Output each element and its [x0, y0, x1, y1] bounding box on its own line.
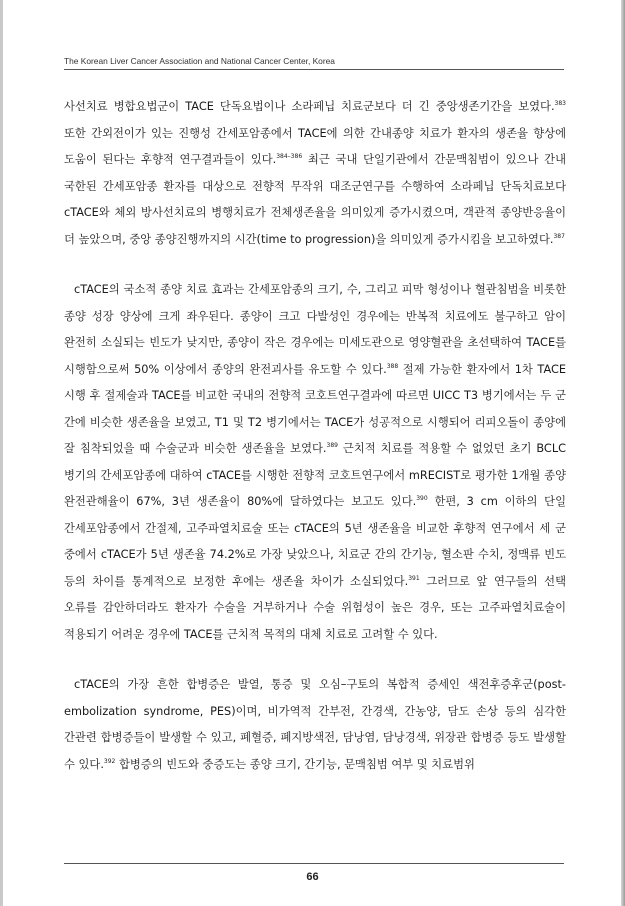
paragraph-text: 근치적 치료를 적용할 수 없었던 초기 BCLC 병기의 간세포암종에 대하여 cTACE를 시행한 전향적 코호트연구에서 mRECIST로 평가한 1개월 종양 완전관해율이 67%, 3년 생존율이 80%에 달하였다는 보고도 있다. — [64, 442, 566, 508]
paragraph — [64, 94, 566, 253]
citation-ref: 389 — [326, 442, 338, 449]
page-edge-right — [621, 0, 625, 906]
paragraph-text: 사선치료 병합요법군이 TACE 단독요법이나 소라페닙 치료군보다 더 긴 중앙생존기간을 보였다. — [64, 100, 555, 113]
paragraph-text: cTACE의 가장 흔한 합병증은 발열, 통증 및 오심–구토의 복합적 증세인 색전후증후군(post-embolization syndrome, PES)이며, 비가역적 간부전, 간경색, 간농양, 담도 손상 등의 심각한 간관련 합병증들이 발생할 수 있고, 폐혈증, 폐지방색전, 담낭염, 담낭경색, 위장관 합병증 등도 발생할 수 있다. — [64, 678, 566, 771]
paragraph-text: cTACE의 국소적 종양 치료 효과는 간세포암종의 크기, 수, 그리고 피막 형성이나 혈관침범을 비롯한 종양 성장 양상에 크게 좌우된다. 종양이 크고 다발성인 경우에는 반복적 치료에도 불구하고 암이 완전히 소실되는 빈도가 낮지만, 종양이 작은 경우에는 미세도관으로 영양혈관을 초선택하여 TACE를 시행함으로써 50% 이상에서 종양의 완전괴사를 유도할 수 있다. — [64, 283, 566, 376]
citation-ref: 392 — [103, 757, 116, 765]
paragraph-text: 그러므로 앞 연구들의 선택 오류를 감안하더라도 환자가 수술을 거부하거나 수술 위험성이 높은 경우, 또는 고주파열치료술이 적용되기 어려운 경우에 TACE를 근치적 목적의 대체 치료로 고려할 수 있다. — [64, 574, 566, 641]
paragraph-text: 합병증의 빈도와 중증도는 종양 크기, 간기능, 문맥침범 여부 및 치료범위 — [115, 757, 475, 771]
body-text — [64, 94, 566, 778]
citation-ref: 387 — [553, 232, 565, 240]
citation-ref: 383 — [554, 100, 566, 107]
paragraph — [64, 672, 566, 778]
paragraph-text: 또한 간외전이가 있는 진행성 간세포암종에서 TACE에 의한 간내종양 치료가 환자의 생존율 향상에 도움이 된다는 후향적 연구결과들이 있다. — [64, 126, 566, 166]
citation-ref: 391 — [408, 574, 420, 582]
paragraph-text: 최근 국내 단일기관에서 간문맥침범이 있으나 간내 국한된 간세포암종 환자를 대상으로 전향적 무작위 대조군연구를 수행하여 소라페닙 단독치료보다 cTACE와 체외 방사선치료의 병행치료가 전체생존율을 의미있게 증가시켰으며, 객관적 종양반응율이 더 높았으며, 중앙 종양진행까지의 시간(time to progression)을 의미있게 증가시킴을 보고하였다. — [64, 153, 566, 246]
header-rule — [64, 69, 564, 70]
page-number: 66 — [306, 871, 319, 883]
paragraph — [64, 277, 566, 648]
paragraph-text: 절제 가능한 환자에서 1차 TACE 시행 후 절제술과 TACE를 비교한 국내의 전향적 코호트연구결과에 따르면 UICC T3 병기에서는 두 군 간에 비슷한 생존율을 보였고, T1 및 T2 병기에서는 TACE가 성공적으로 시행되어 리피오돌이 종양에 잘 침착되었을 때 수술군과 비슷한 생존율을 보였다. — [64, 362, 566, 455]
citation-ref: 390 — [416, 495, 428, 502]
footer-rule — [64, 863, 564, 864]
running-header: The Korean Liver Cancer Association and National Cancer Center, Korea — [64, 56, 335, 66]
citation-ref: 388 — [386, 362, 399, 370]
page-edge-left — [0, 0, 3, 906]
citation-ref: 384–386 — [276, 153, 303, 160]
paragraph-text: 한편, 3 cm 이하의 단일 간세포암종에서 간절제, 고주파열치료술 또는 cTACE의 5년 생존율을 비교한 후향적 연구에서 세 군 중에서 cTACE가 5년 생존율 74.2%로 가장 낮았으나, 치료군 간의 간기능, 혈소판 수치, 정맥류 빈도 등의 차이를 통계적으로 보정한 후에는 생존율 차이가 소실되었다. — [64, 495, 566, 588]
